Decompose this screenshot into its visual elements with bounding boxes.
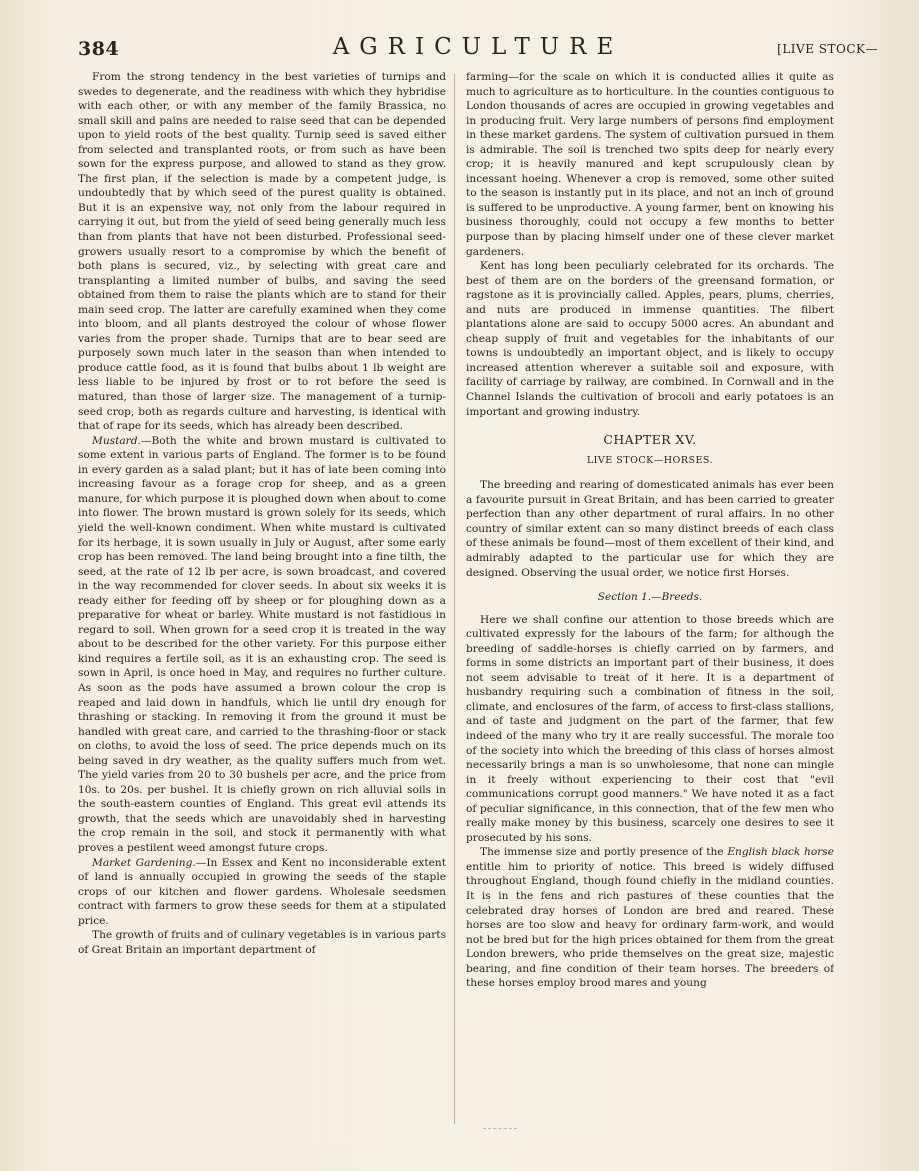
paragraph-kent-orchards: Kent has long been peculiarly celebrated for its orchards. The best of them are on the borders of the greensand formation, or ragstone as it is provincially called. Apples, pears, plums, cherries, and nuts are produced in immense quantities. The filbert plantations alone are said to occupy 5000 acres. An abundant and cheap supply of fruit and vegetables for the inhabitants of our towns is undoubtedly an important object, and is likely to occupy increased attention wherever a suitable soil and exposure, with facility of carriage by railway, are combined. In Cornwall and in the Channel Islands the cultivation of brocoli and early potatoes is an important and growing industry. — [466, 260, 834, 418]
market-gardening-text: —In Essex and Kent no inconsiderable extent of land is annually occupied in growing the seeds of the staple crops of our kitchen and flower gardens. Wholesale seedsmen contract with farmers to grow these seeds for them at a stipulated price. — [78, 856, 446, 927]
right-column — [466, 70, 834, 1130]
paragraph-english-black-horse — [466, 845, 834, 990]
paragraph-fruit-growth: The growth of fruits and of culinary vegetables is in various parts of Great Britain an important department of — [78, 929, 446, 956]
black-horse-emphasis: English black horse — [727, 846, 834, 859]
paragraph-breeding-intro: The breeding and rearing of domesticated animals has ever been a favourite pursuit in Great Britain, and has been carried to greater perfection than any other department of rural affairs. In no other country of similar extent can so many distinct breeds of each class of these animals be found—most of them excellent of their kind, and admirably adapted to the particular use for which they are designed. Observing the usual order, we notice first Horses. — [466, 479, 834, 579]
paragraph-turnip-seed: From the strong tendency in the best varieties of turnips and swedes to degenerate, and the readiness with which they hybridise with each other, or with any member of the family Brassica, no small skill and pains are needed to raise seed that can be depended upon to yield roots of the best quality. Turnip seed is saved either from selected and transplanted roots, or from such as have been sown for the express purpose, and allowed to stand as they grow. The first plan, if the selection is made by a competent judge, is undoubtedly that by which seed of the purest quality is obtained. But it is an expensive way, not only from the labour required in carrying it out, but from the yield of seed being generally much less than from plants that have not been disturbed. Professional seed-growers usually resort to a compromise by which the benefit of both plans is secured, viz., by selecting with great care and transplanting a limited number of bulbs, and saving the seed obtained from them to raise the plants which are to stand for their main seed crop. The latter are carefully examined when they come into bloom, and all plants destroyed the colour of whose flower varies from the proper shade. Turnips that are to bear seed are purposely sown much later in the season than when intended to produce cattle food, as it is found that bulbs about 1 lb weight are less liable to be injured by frost or to rot before the seed is matured, than those of larger size. The management of a turnip-seed crop, both as regards culture and harvesting, is identical with that of rape for its seeds, which has already been described. — [78, 71, 446, 433]
column-divider — [454, 74, 455, 1124]
paragraph-market-gardening — [78, 856, 446, 929]
page-bottom-mark — [483, 1128, 517, 1131]
paragraph-mustard — [78, 434, 446, 856]
running-title: AGRICULTURE — [332, 34, 624, 60]
paragraph-farm-breeds: Here we shall confine our attention to those breeds which are cultivated expressly for the labours of the farm; for although the breeding of saddle-horses is chiefly carried on by farmers, and forms in some districts an important part of their business, it does not seem advisable to treat of it here. It is a department of husbandry requiring such a combination of fitness in the soil, climate, and enclosures of the farm, of access to first-class stallions, and of taste and judgment on the part of the farmer, that few indeed of the many who try it are really successful. The morale too of the society into which the breeding of this class of horses almost necessarily brings a man is so unwholesome, that none can mingle in it freely without experiencing to their cost that "evil communications corrupt good manners." We have noted it as a fact of peculiar significance, in this connection, that of the few men who really make money by this business, scarcely one desires to see it prosecuted by his sons. — [466, 613, 834, 844]
left-column — [78, 70, 446, 1130]
mustard-heading: Mustard. — [92, 434, 141, 447]
black-horse-text-a: The immense size and portly presence of the — [480, 846, 728, 859]
chapter-heading: CHAPTER XV. — [603, 432, 697, 448]
running-section-label: [LIVE STOCK— — [777, 42, 878, 56]
mustard-text: —Both the white and brown mustard is cultivated to some extent in various parts of England. The former is to be found in every garden as a salad plant; but it has of late been coming into increasing favour as a forage crop for sheep, and as a green manure, for which purpose it is ploughed down when about to come into flower. The brown mustard is grown solely for its seeds, which yield the well-known condiment. When white mustard is cultivated for its herbage, it is sown usually in July or August, after some early crop has been removed. The land being brought into a fine tilth, the seed, at the rate of 12 lb per acre, is sown broadcast, and covered in the way recommended for clover seeds. In about six weeks it is ready either for feeding off by sheep or for ploughing down as a preparative for wheat or barley. White mustard is not fastidious in regard to soil. When grown for a seed crop it is treated in the way about to be described for the other variety. For this purpose either kind requires a fertile soil, as it is an exhausting crop. The seed is sown in April, is once hoed in May, and requires no further culture. As soon as the pods have assumed a brown colour the crop is reaped and laid down in handfuls, which lie until dry enough for thrashing or stacking. In removing it from the ground it must be handled with great care, and carried to the thrashing-floor or stack on cloths, to avoid the loss of seed. The price depends much on its being saved in dry weather, as the quality suffers much from wet. The yield varies from 20 to 30 bushels per acre, and the price from 10s. to 20s. per bushel. It is chiefly grown on rich alluvial soils in the south-eastern counties of England. This great evil attends its growth, that the seeds which are unavoidably shed in harvesting the crop remain in the soil, and stock it permanently with what proves a pestilent weed amongst future crops. — [78, 434, 446, 854]
market-gardening-heading: Market Gardening. — [92, 856, 196, 869]
page-number: 384 — [78, 38, 120, 60]
page-header — [78, 34, 878, 64]
chapter-subheading: LIVE STOCK—HORSES. — [586, 454, 714, 466]
section-heading: Section 1.—Breeds. — [597, 591, 703, 604]
paragraph-market-gardens-continued: farming—for the scale on which it is conducted allies it quite as much to agriculture as to horticulture. In the counties contiguous to London thousands of acres are occupied in growing vegetables and in producing fruit. Very large numbers of persons find employment in these market gardens. The system of cultivation pursued in them is admirable. The soil is trenched two spits deep for nearly every crop; it is heavily manured and kept scrupulously clean by incessant hoeing. Whenever a crop is removed, some other suited to the season is instantly put in its place, and not an inch of ground is suffered to be unproductive. A young farmer, bent on knowing his business thoroughly, could not occupy a few months to better purpose than by placing himself under one of these clever market gardeners. — [466, 71, 834, 258]
black-horse-text-b: entitle him to priority of notice. This breed is widely diffused throughout England, though found chiefly in the midland counties. It is in the fens and rich pastures of these counties that the celebrated dray horses of London are bred and reared. These horses are too slow and heavy for ordinary farm-work, and would not be bred but for the high prices obtained for them from the great London brewers, who pride themselves on the great size, majestic bearing, and fine condition of their team horses. The breeders of these horses employ brood mares and young — [466, 860, 834, 990]
